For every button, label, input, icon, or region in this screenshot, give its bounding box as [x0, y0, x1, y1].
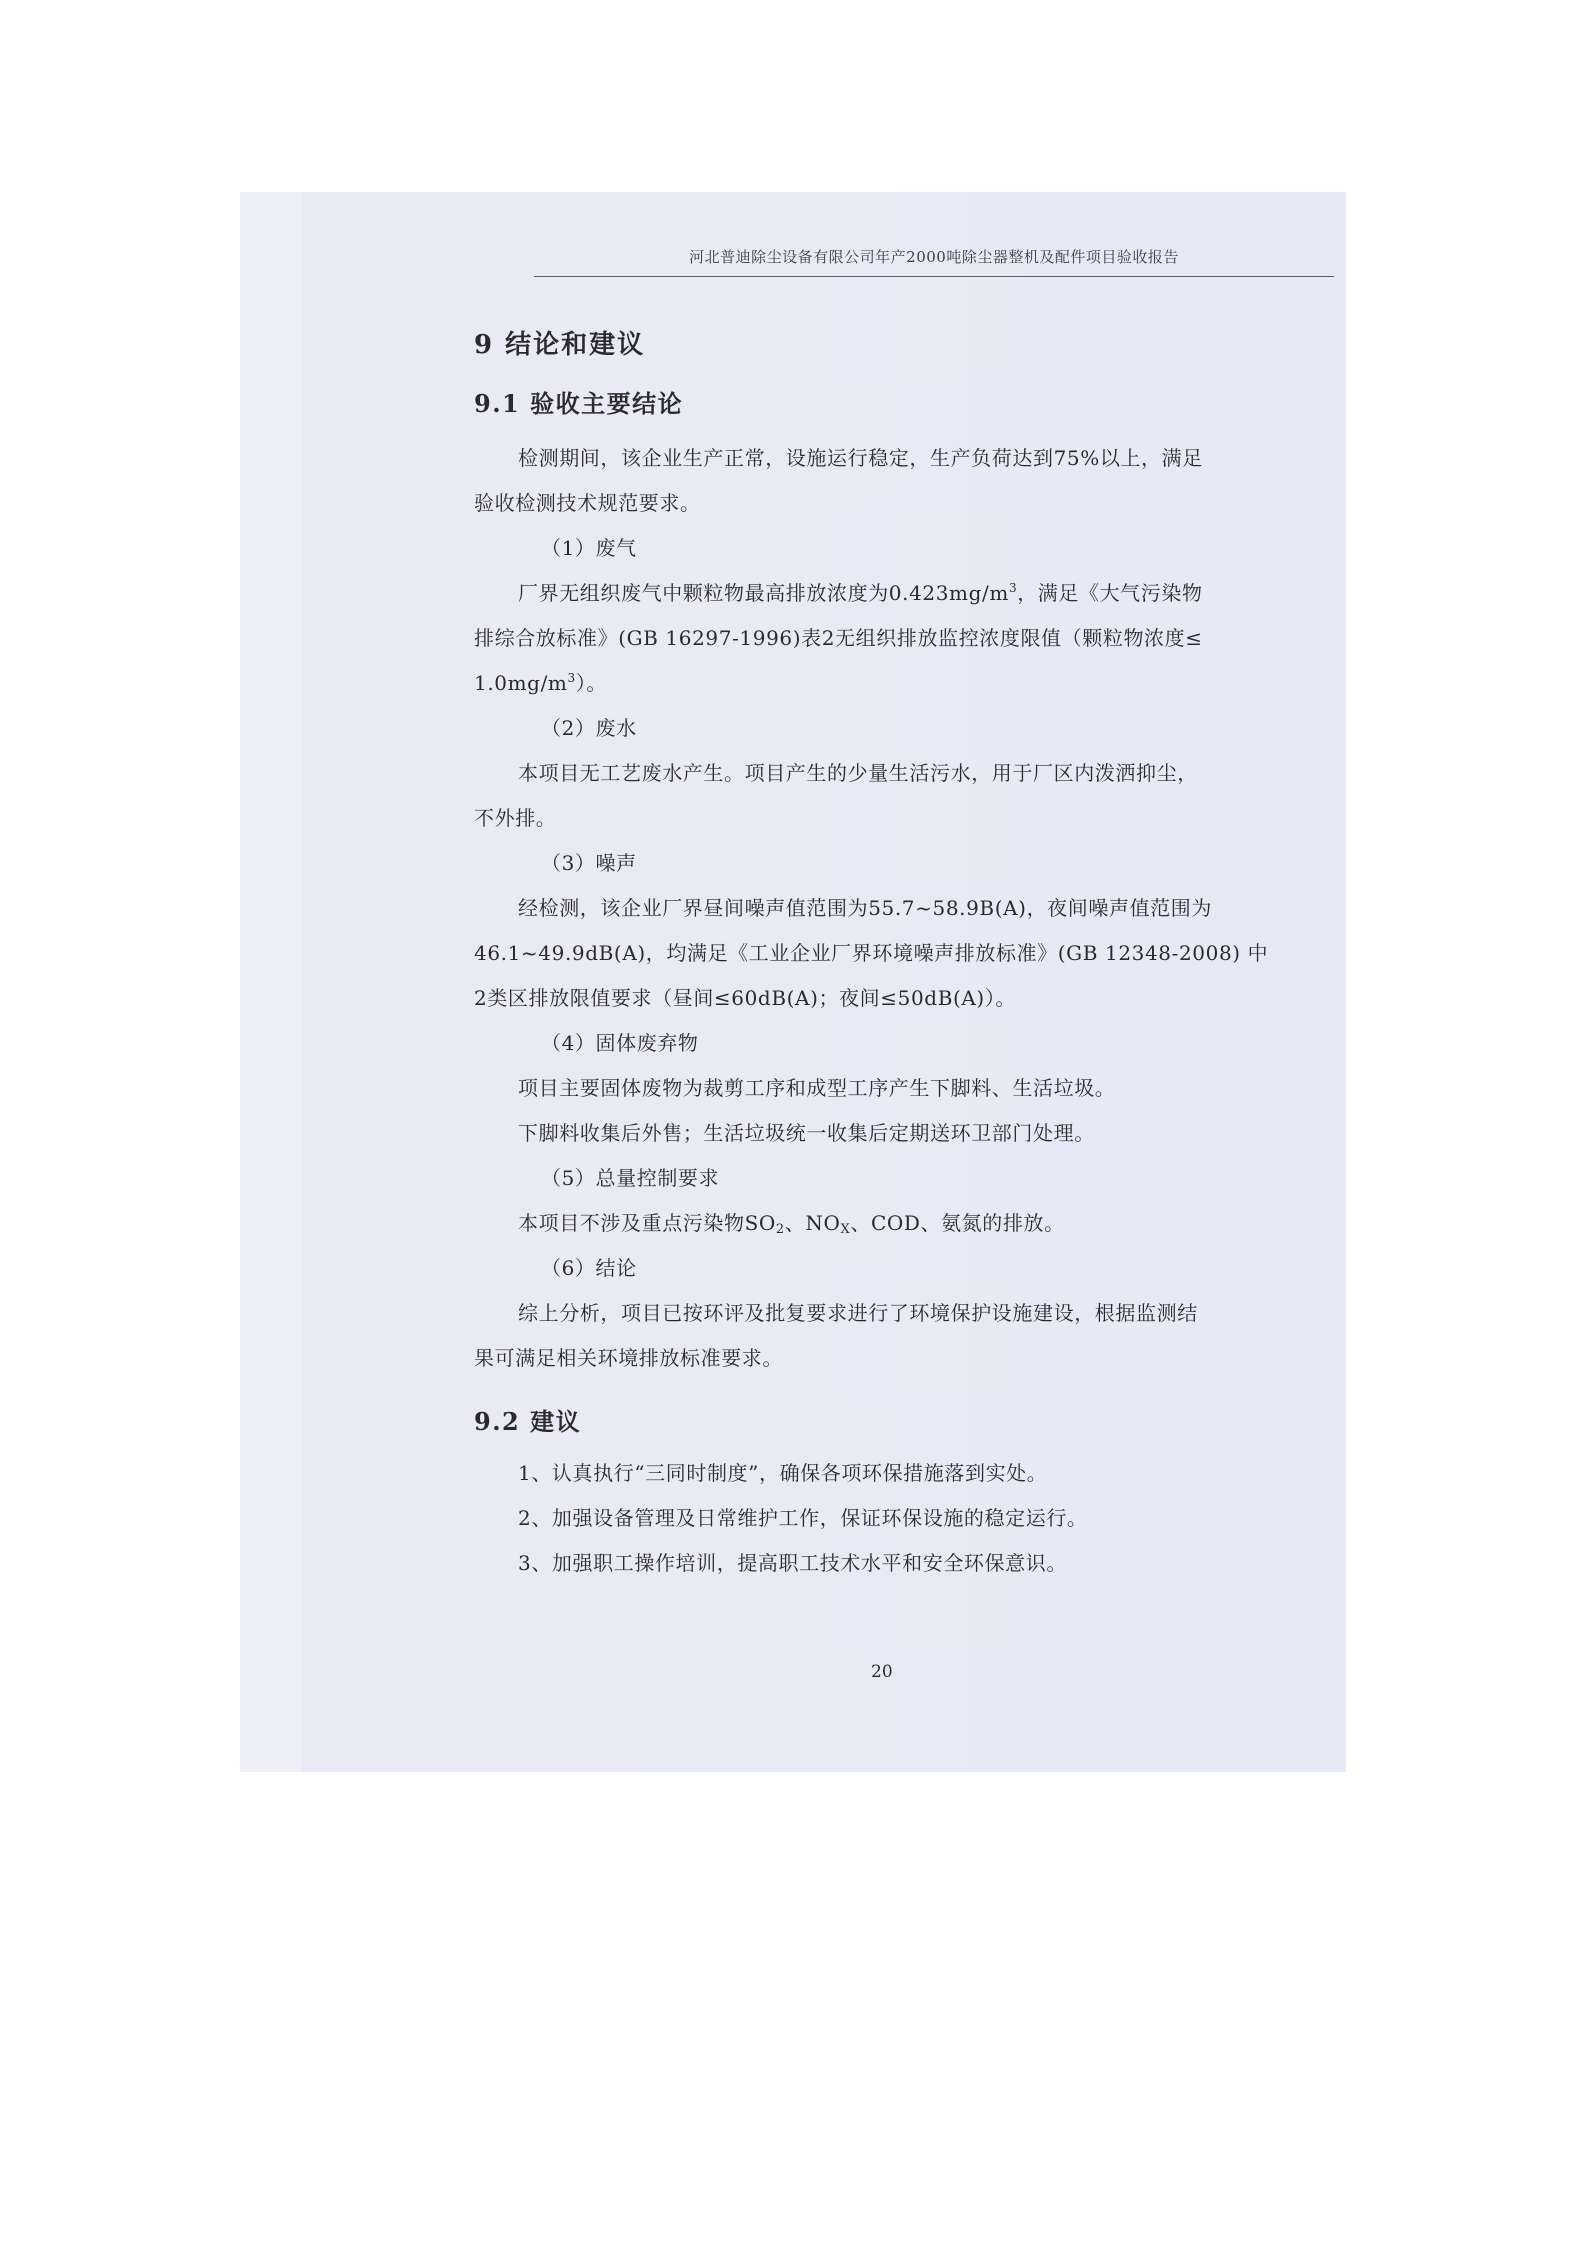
paragraph-line: 本项目无工艺废水产生。项目产生的少量生活污水，用于厂区内泼洒抑尘，	[518, 761, 1198, 785]
paragraph-line: 综上分析，项目已按环评及批复要求进行了环境保护设施建设，根据监测结	[518, 1301, 1198, 1325]
recommendation-item: 1、认真执行“三同时制度”，确保各项环保措施落到实处。	[518, 1461, 1048, 1485]
paragraph-line: 经检测，该企业厂界昼间噪声值范围为55.7~58.9B(A)，夜间噪声值范围为	[518, 896, 1212, 920]
section-9-1-title: 9.1 验收主要结论	[474, 389, 684, 418]
page-number: 20	[871, 1662, 893, 1682]
paragraph-line: 46.1~49.9dB(A)，均满足《工业企业厂界环境噪声排放标准》(GB 12348-2008) 中	[474, 941, 1269, 965]
paragraph-line: 下脚料收集后外售；生活垃圾统一收集后定期送环卫部门处理。	[518, 1121, 1095, 1145]
page-content	[305, 192, 1346, 1772]
paragraph-line: 不外排。	[474, 806, 557, 830]
paragraph-line: 排综合放标准》(GB 16297-1996)表2无组织排放监控浓度限值（颗粒物浓度≤	[474, 626, 1203, 650]
subsection-total-control: （5）总量控制要求	[541, 1166, 720, 1190]
running-header: 河北普迪除尘设备有限公司年产2000吨除尘器整机及配件项目验收报告	[534, 246, 1334, 277]
subsection-waste-gas: （1）废气	[541, 536, 637, 560]
subsection-solid-waste: （4）固体废弃物	[541, 1031, 699, 1055]
paragraph-line: $1.0mg/m^3$）。	[474, 671, 607, 695]
paragraph-line: 项目主要固体废物为裁剪工序和成型工序产生下脚料、生活垃圾。	[518, 1076, 1116, 1100]
section-9-title: 9 结论和建议	[474, 330, 646, 360]
recommendation-item: 2、加强设备管理及日常维护工作，保证环保设施的稳定运行。	[518, 1506, 1088, 1530]
subsection-waste-water: （2）废水	[541, 716, 637, 740]
subsection-noise: （3）噪声	[541, 851, 637, 875]
subsection-conclusion: （6）结论	[541, 1256, 637, 1280]
paragraph-line: 2类区排放限值要求（昼间≤60dB(A)；夜间≤50dB(A)）。	[474, 986, 1017, 1010]
paragraph-line: 检测期间，该企业生产正常，设施运行稳定，生产负荷达到75%以上，满足	[518, 446, 1203, 470]
recommendation-item: 3、加强职工操作培训，提高职工技术水平和安全环保意识。	[518, 1551, 1067, 1575]
paragraph-line: 验收检测技术规范要求。	[474, 491, 701, 515]
paragraph-line: 果可满足相关环境排放标准要求。	[474, 1346, 783, 1370]
paragraph-line: 厂界无组织废气中颗粒物最高排放浓度为$0.423mg/m^3$，满足《大气污染物	[518, 581, 1203, 605]
section-9-2-title: 9.2 建议	[474, 1407, 582, 1436]
paragraph-line: 本项目不涉及重点污染物$SO_2$、$NO_X$、COD、氨氮的排放。	[518, 1211, 1065, 1237]
